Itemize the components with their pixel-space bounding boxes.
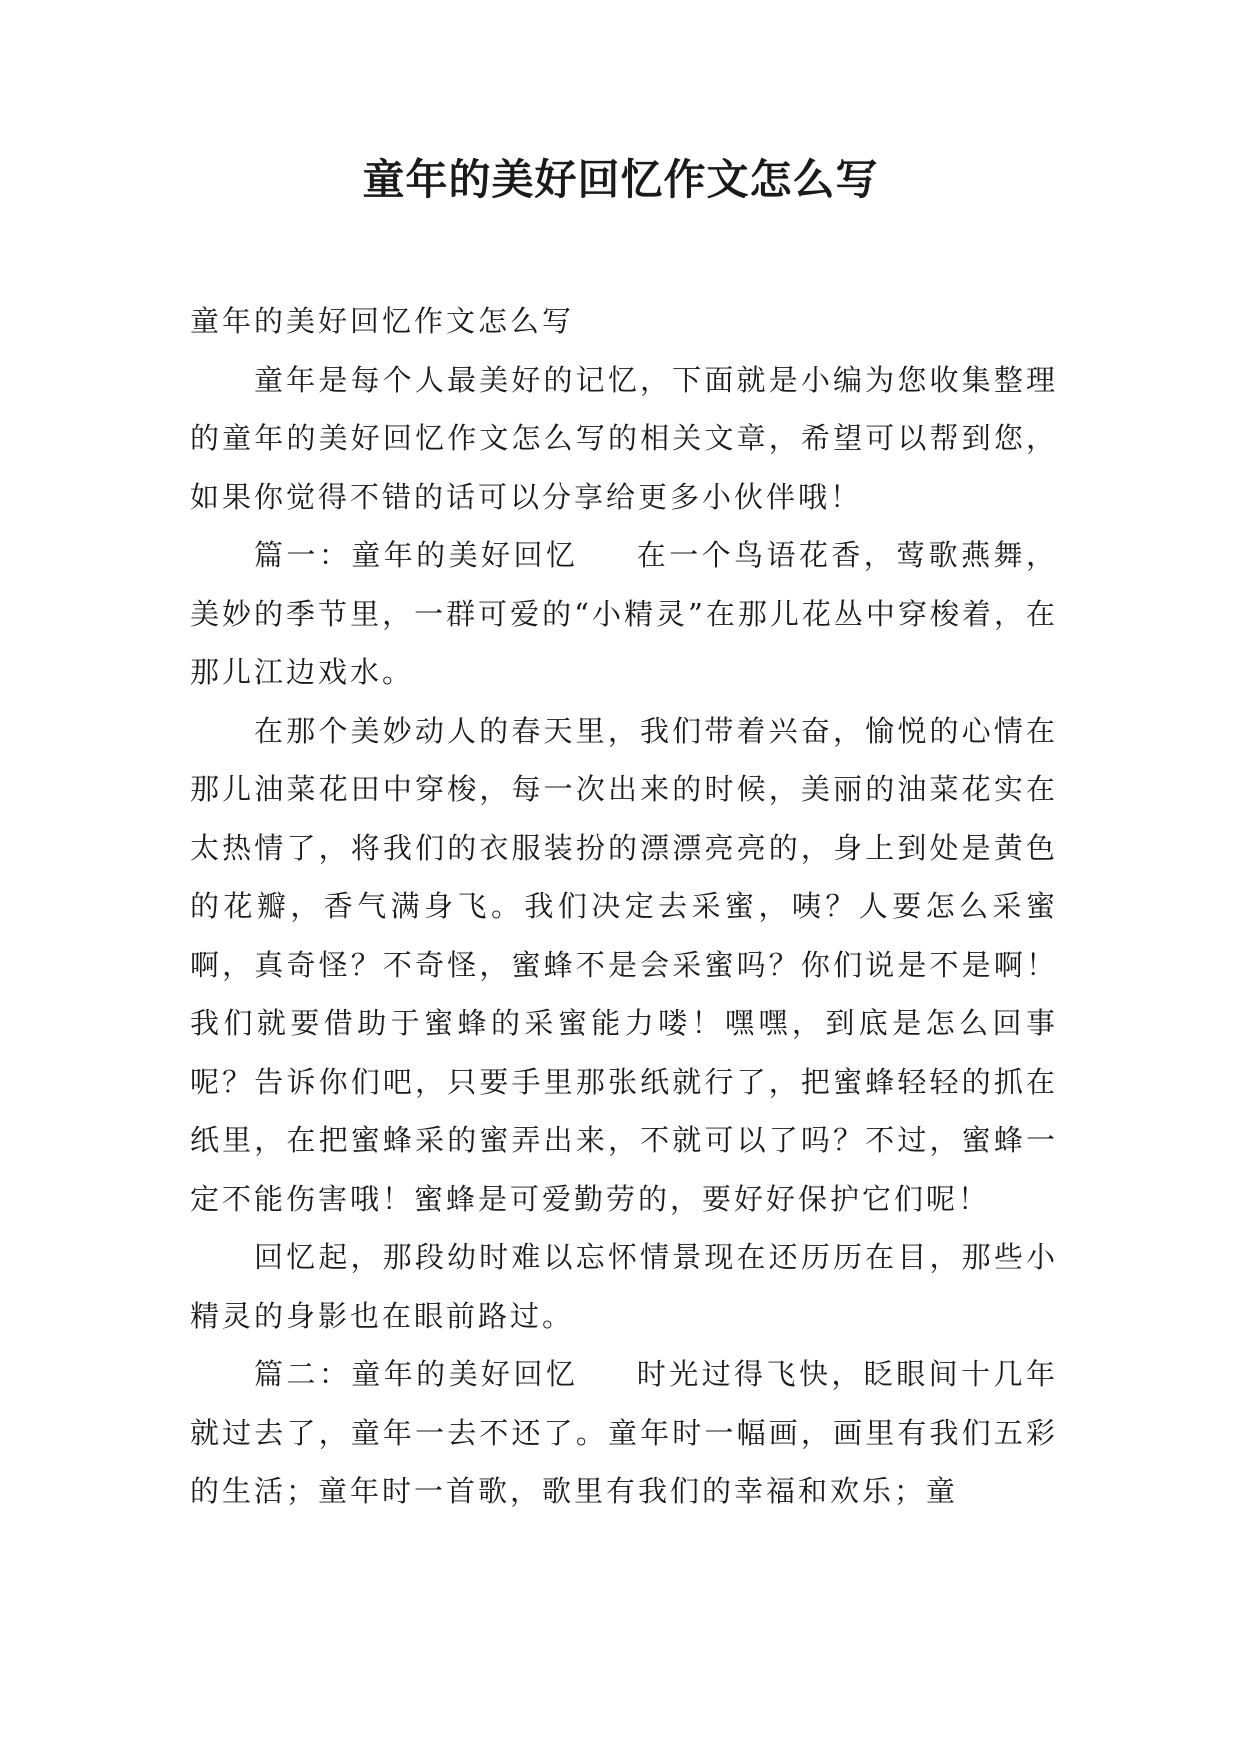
page-title: 童年的美好回忆作文怎么写 <box>362 155 879 204</box>
paragraph-text: 童年是每个人最美好的记忆，下面就是小编为您收集整理的童年的美好回忆作文怎么写的相关文章，希望可以帮到您，如果你觉得不错的话可以分享给更多小伙伴哦！ <box>190 362 1058 514</box>
paragraph-recall <box>190 1228 1058 1345</box>
paragraph-text: 回忆起，那段幼时难以忘怀情景现在还历历在目，那些小精灵的身影也在眼前路过。 <box>190 1240 1058 1333</box>
section-heading: 篇一：童年的美好回忆 <box>254 538 579 572</box>
paragraph-text: 时光过得飞快，眨眼间十几年就过去了，童年一去不还了。童年时一幅画，画里有我们五彩的生活；童年时一首歌，歌里有我们的幸福和欢乐；童 <box>190 1357 1058 1508</box>
paragraph-part-one <box>190 526 1058 702</box>
section-heading: 篇二：童年的美好回忆 <box>254 1357 579 1391</box>
document-body <box>190 292 1058 1521</box>
document-subtitle: 童年的美好回忆作文怎么写 <box>190 304 575 338</box>
paragraph-spring <box>190 702 1058 1229</box>
paragraph-part-two <box>190 1345 1058 1521</box>
paragraph-intro <box>190 351 1058 527</box>
paragraph-text: 在那个美妙动人的春天里，我们带着兴奋，愉悦的心情在那儿油菜花田中穿梭，每一次出来的时候，美丽的油菜花实在太热情了，将我们的衣服装扮的漂漂亮亮的，身上到处是黄色的花瓣，香气满身飞。我们决定去采蜜，咦？人要怎么采蜜啊，真奇怪？不奇怪，蜜蜂不是会采蜜吗？你们说是不是啊！我们就要借助于蜜蜂的采蜜能力喽！嘿嘿，到底是怎么回事呢？告诉你们吧，只要手里那张纸就行了，把蜜蜂轻轻的抓在纸里，在把蜜蜂采的蜜弄出来，不就可以了吗？不过，蜜蜂一定不能伤害哦！蜜蜂是可爱勤劳的，要好好保护它们呢！ <box>190 713 1058 1216</box>
paragraph-text: 在一个鸟语花香，莺歌燕舞，美妙的季节里，一群可爱的“小精灵”在那儿花丛中穿梭着，在那儿江边戏水。 <box>190 538 1058 689</box>
